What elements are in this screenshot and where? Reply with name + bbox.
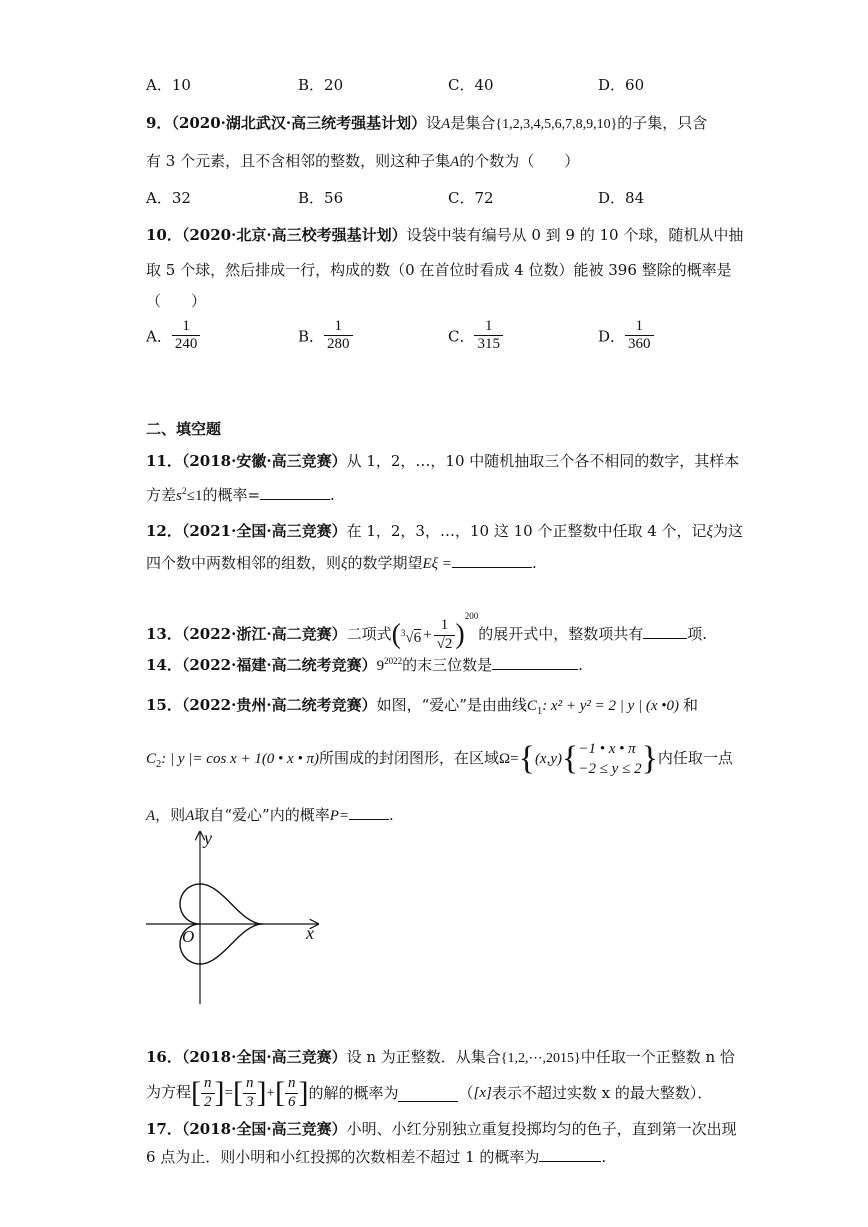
q15-brace-outer-left: { [518,740,535,777]
q9-source: （2020·湖北武汉·高三统考强基计划） [171,114,427,132]
q16-source: （2018·全国·高三竞赛） [181,1048,347,1066]
q10-line1: 10．（2020·北京·高三校考强基计划）设袋中装有编号从 0 到 9 的 10 个球，随机从中抽 [146,226,744,244]
origin-label: O [182,927,195,946]
q10-option-b: B． $\frac{1}{280}$ [298,318,353,354]
q8-options [146,74,766,96]
q9-option-a: A．32 [146,189,191,207]
q14-line: 14．（2022·福建·高二统考竞赛）$9^{2022}$的末三位数是 . [146,656,583,674]
q15-source: （2022·贵州·高二统考竞赛） [181,696,377,714]
q13-cube-root: $^3$√6 [400,627,422,646]
q15-brace-inner: { [562,740,579,777]
q9-option-d: D．84 [598,189,645,207]
q10-options [146,318,766,364]
q10-option-d: D． $\frac{1}{360}$ [598,318,654,354]
q10-number: 10． [146,226,182,244]
q13-answer-blank[interactable] [643,622,687,639]
q12-number: 12． [146,522,182,540]
q16-number: 16． [146,1048,182,1066]
q11-source: （2018·安徽·高三竞赛） [181,452,347,470]
q9-line1: 9．（2020·湖北武汉·高三统考强基计划）设A是集合{1,2,3,4,5,6,7,8,9,10}的子集，只含 [146,114,708,132]
q17-line2: 6 点为止．则小明和小红投掷的次数相差不超过 1 的概率为 . [146,1148,607,1166]
q14-number: 14． [146,656,182,674]
q14-answer-blank[interactable] [492,654,578,670]
q13-paren-right: ) [455,619,465,650]
q10-line2: 取 5 个球，然后排成一行，构成的数（0 在首位时看成 4 位数）能被 396 整除的概率是 [146,261,732,279]
q15-line3: A，则A取自“爱心”内的概率P= . [146,806,394,824]
q13-paren-left: ( [391,619,401,650]
q12-answer-blank[interactable] [452,552,532,568]
q15-answer-blank[interactable] [349,804,389,820]
q17-source: （2018·全国·高三竞赛） [181,1120,347,1138]
q9-option-b: B．56 [298,189,344,207]
x-axis-label: x [306,923,314,943]
q12-line2: 四个数中两数相邻的组数，则ξ的数学期望Eξ = . [146,554,537,572]
q8-option-a: A．10 [146,76,191,94]
q11-line1: 11．（2018·安徽·高三竞赛）从 1，2，…，10 中随机抽取三个各不相同的数字，其样本 [146,452,740,470]
q17-answer-blank[interactable] [539,1146,601,1162]
q13-source: （2022·浙江·高二竞赛） [181,625,347,643]
q16-line1: 16．（2018·全国·高三竞赛）设 n 为正整数．从集合{1,2,⋯,2015}中任取一个正整数 n 恰 [146,1048,735,1066]
q11-number: 11． [146,452,182,470]
section-title: 二、填空题 [146,420,222,438]
q15-heart-figure [140,826,330,1008]
q8-option-c: C．40 [448,76,494,94]
q15-line1: 15．（2022·贵州·高二统考竞赛）如图，“爱心”是由曲线$C_1$: x² + y² = 2 | y | (x •0) 和 [146,696,699,717]
q12-line1: 12．（2021·全国·高三竞赛）在 1，2，3，…，10 这 10 个正整数中任取 4 个，记ξ为这 [146,522,743,540]
q12-source: （2021·全国·高三竞赛） [181,522,347,540]
q13-number: 13． [146,625,182,643]
q16-answer-blank[interactable] [398,1085,458,1102]
q15-line2: $C_2$: | y |= cos x + 1(0 • x • π)所围成的封闭图形，在区域Ω={(x,y){ −1 • x • π −2 ≤ y ≤ 2 }内任取一点 [146,736,733,780]
q9-number: 9． [146,114,172,132]
q15-cases: −1 • x • π −2 ≤ y ≤ 2 [578,740,642,777]
q15-brace-outer-right: } [641,740,658,777]
q9-set: {1,2,3,4,5,6,7,8,9,10} [495,117,618,132]
q17-line1: 17．（2018·全国·高三竞赛）小明、小红分别独立重复投掷均匀的色子，直到第一次出现 [146,1120,737,1138]
q9-option-c: C．72 [448,189,494,207]
q8-option-b: B．20 [298,76,344,94]
q9-line2: 有 3 个元素，且不含相邻的整数，则这种子集A的个数为（ ） [146,152,580,170]
q8-option-d: D．60 [598,76,645,94]
q11-answer-blank[interactable] [260,484,330,500]
q17-number: 17． [146,1120,182,1138]
q14-source: （2022·福建·高二统考竞赛） [181,656,377,674]
q10-option-c: C． $\frac{1}{315}$ [448,318,503,354]
q15-number: 15． [146,696,182,714]
q9-options [146,187,766,209]
y-axis-label: y [204,828,212,848]
q10-source: （2020·北京·高三校考强基计划） [181,226,407,244]
q10-option-a: A． $\frac{1}{240}$ [146,318,200,354]
q13-fraction: $\frac{1}{√2}$ [434,617,456,653]
q10-line3: （ ） [146,292,207,310]
q16-line2: 为方程[ $\frac{n}{2}$ ]=[ $\frac{n}{3}$ ]+[ $\frac{n}{6}$ ]的解的概率为 （[x]表示不超过实数 x 的最大整数）． [146,1075,713,1110]
q13-line: 13．（2022·浙江·高二竞赛）二项式($^3$√6 + $\frac{1}{√2}$ )$^{200}$的展开式中，整数项共有 项. [146,611,707,652]
q11-line2: 方差$s^2\le 1$的概率= . [146,486,335,504]
